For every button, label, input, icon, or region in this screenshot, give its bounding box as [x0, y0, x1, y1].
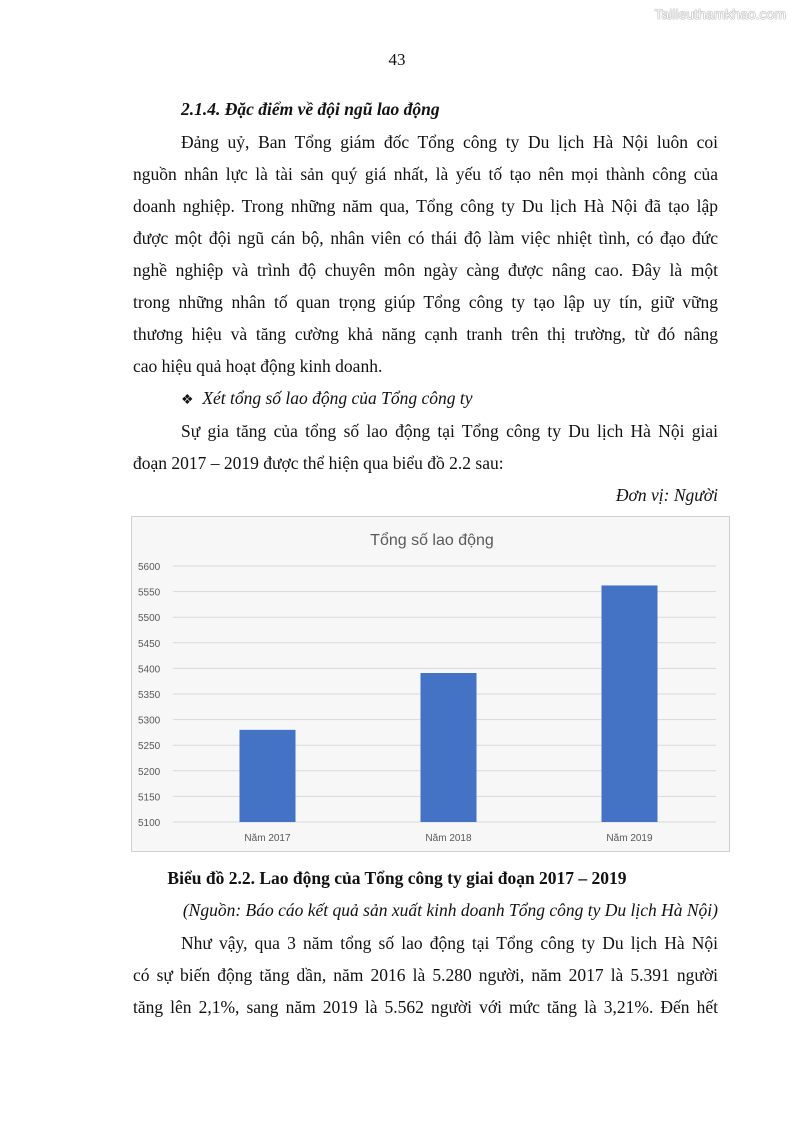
text-line: có sự biến động tăng dần, năm 2016 là 5.280 người, năm 2017 là 5.391 người — [133, 965, 718, 985]
y-tick-label: 5600 — [138, 562, 161, 573]
text-line: cao hiệu quả hoạt động kinh doanh. — [133, 356, 383, 376]
watermark: Tailieuthamkhao.com — [654, 6, 786, 22]
page-number: 43 — [388, 50, 406, 69]
section-heading: 2.1.4. Đặc điểm về đội ngũ lao động — [181, 99, 440, 119]
bar — [602, 585, 658, 822]
x-tick-label: Năm 2017 — [244, 833, 291, 844]
text-line: nghề nghiệp và trình độ chuyên môn ngày càng được nâng cao. Đây là một — [133, 260, 718, 280]
bar-chart — [131, 516, 730, 852]
y-tick-label: 5350 — [138, 690, 161, 701]
unit-label: Đơn vị: Người — [615, 485, 718, 505]
text-line: Đảng uỷ, Ban Tổng giám đốc Tổng công ty Du lịch Hà Nội luôn coi — [181, 132, 718, 152]
chart-svg — [132, 517, 729, 851]
text-line: Sự gia tăng của tổng số lao động tại Tổng công ty Du lịch Hà Nội giai — [181, 421, 718, 441]
y-tick-label: 5500 — [138, 613, 161, 625]
figure-source: (Nguồn: Báo cáo kết quả sản xuất kinh doanh Tổng công ty Du lịch Hà Nội) — [182, 900, 718, 920]
text-line: nguồn nhân lực là tài sản quý giá nhất, là yếu tố tạo nên mọi thành công của — [133, 164, 718, 184]
y-tick-label: 5150 — [138, 792, 161, 804]
text-line: tăng lên 2,1%, sang năm 2019 là 5.562 người với mức tăng là 3,21%. Đến hết — [133, 997, 718, 1017]
y-tick-label: 5100 — [138, 818, 161, 829]
text-line: Như vậy, qua 3 năm tổng số lao động tại Tổng công ty Du lịch Hà Nội — [181, 933, 718, 953]
text-line: doanh nghiệp. Trong những năm qua, Tổng công ty Du lịch Hà Nội đã tạo lập — [133, 196, 718, 216]
text-line: thương hiệu và tăng cường khả năng cạnh tranh trên thị trường, từ đó nâng — [133, 324, 718, 344]
text-line: trong những nhân tố quan trọng giúp Tổng công ty tạo lập uy tín, giữ vững — [133, 292, 718, 312]
y-tick-label: 5300 — [138, 715, 161, 727]
text-line: đoạn 2017 – 2019 được thể hiện qua biểu đồ 2.2 sau: — [133, 453, 504, 473]
text-line: được một đội ngũ cán bộ, nhân viên có thái độ làm việc nhiệt tình, có đạo đức — [133, 228, 718, 248]
y-tick-label: 5250 — [138, 741, 161, 753]
bar — [421, 673, 477, 822]
chart-title: Tổng số lao động — [370, 532, 494, 549]
y-tick-label: 5450 — [138, 638, 161, 650]
y-tick-label: 5200 — [138, 766, 161, 778]
y-tick-label: 5550 — [138, 587, 161, 599]
figure-caption: Biểu đồ 2.2. Lao động của Tổng công ty giai đoạn 2017 – 2019 — [167, 868, 627, 888]
x-tick-label: Năm 2018 — [425, 833, 472, 844]
x-tick-label: Năm 2019 — [606, 833, 653, 844]
diamond-bullet-icon: ❖ — [181, 393, 194, 408]
y-tick-label: 5400 — [138, 664, 161, 676]
bullet-text: Xét tổng số lao động của Tổng công ty — [202, 388, 473, 408]
bullet-item — [181, 388, 473, 411]
bar — [240, 730, 296, 822]
